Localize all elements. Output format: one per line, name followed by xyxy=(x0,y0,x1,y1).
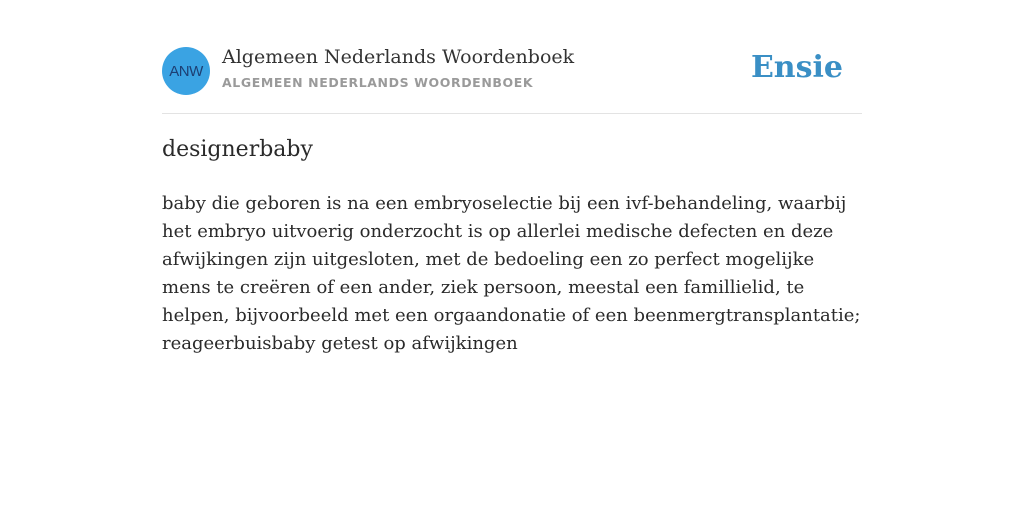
brand-logo[interactable]: Ensie xyxy=(750,50,843,85)
entry-card xyxy=(162,0,862,354)
entry-word: designerbaby xyxy=(162,137,313,162)
source-logo[interactable] xyxy=(162,47,210,95)
card-header xyxy=(162,0,862,114)
source-subtitle: ALGEMEEN NEDERLANDS WOORDENBOEK xyxy=(222,75,534,90)
source-title[interactable]: Algemeen Nederlands Woordenboek xyxy=(222,46,575,68)
entry-definition: baby die geboren is na een embryoselectie bij een ivf-behandeling, waarbij het embryo uitvoerig onderzocht is op allerlei medische defecten en deze afwijkingen zijn uitgesloten, met de bedoeling een zo perfect mogelijke mens te creëren of een ander, ziek persoon, meestal een famillielid, te helpen, bijvoorbeeld met een orgaandonatie of een beenmergtransplantatie; reageerbuisbaby getest op afwijkingen xyxy=(162,193,861,354)
source-logo-text: ANW xyxy=(169,62,203,80)
